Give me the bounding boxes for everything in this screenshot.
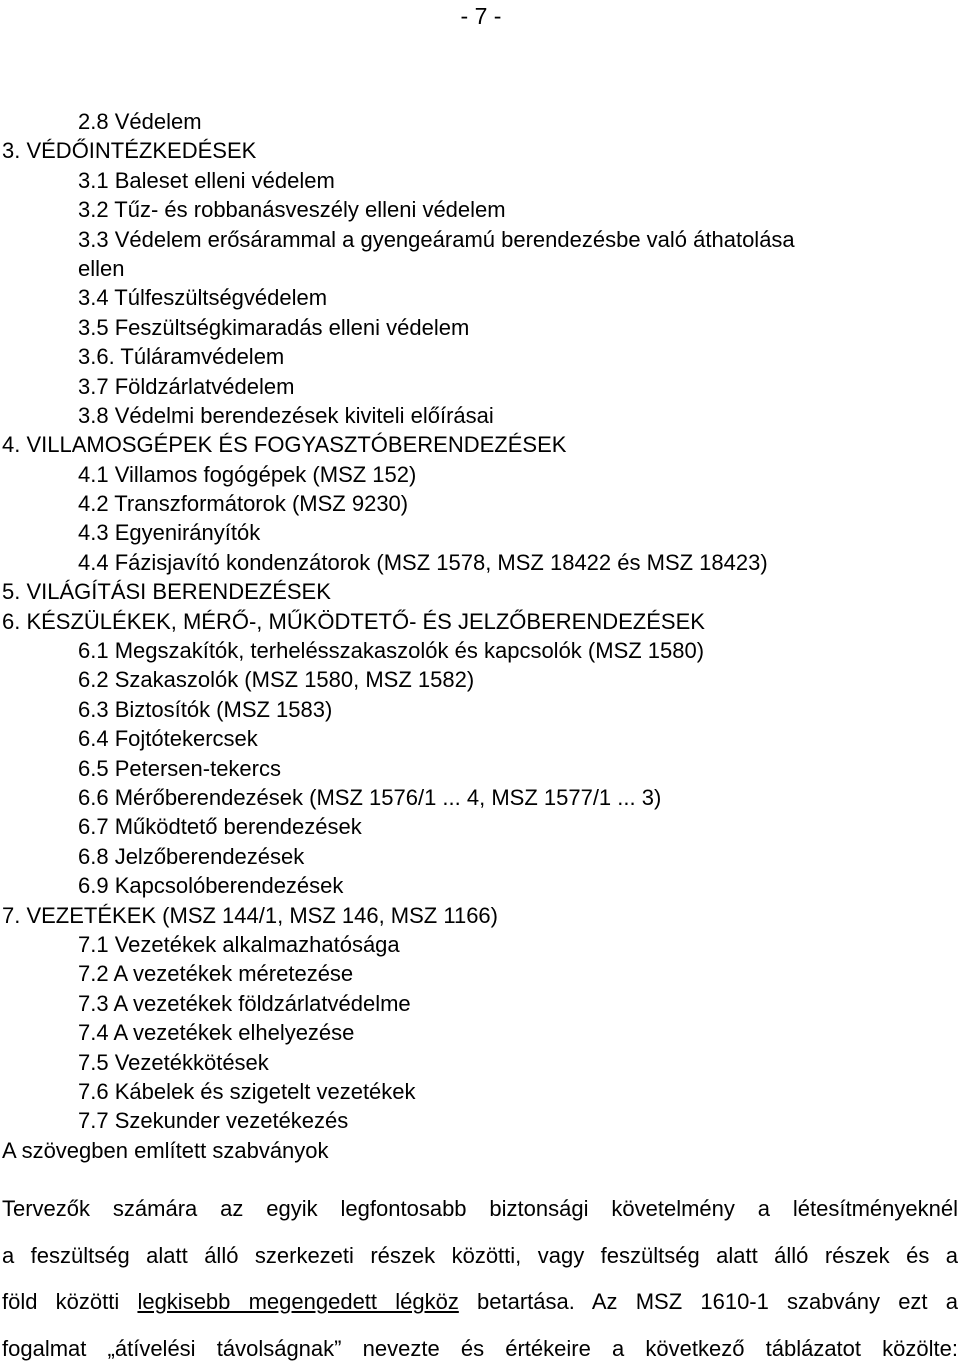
toc-subheading: 7.4 A vezetékek elhelyezése xyxy=(2,1018,952,1047)
toc-subheading: 6.9 Kapcsolóberendezések xyxy=(2,871,952,900)
toc-subheading: 3.7 Földzárlatvédelem xyxy=(2,372,952,401)
toc-subheading: 6.1 Megszakítók, terhelésszakaszolók és kapcsolók (MSZ 1580) xyxy=(2,636,952,665)
toc-subheading: 3.1 Baleset elleni védelem xyxy=(2,166,952,195)
body-paragraph xyxy=(2,1186,958,1372)
toc-heading: A szövegben említett szabványok xyxy=(2,1136,952,1165)
paragraph-line-3-end: betartása. Az MSZ 1610-1 szabvány ezt a xyxy=(459,1289,958,1314)
toc-subheading: 3.2 Tűz- és robbanásveszély elleni védelem xyxy=(2,195,952,224)
toc-subheading: 7.1 Vezetékek alkalmazhatósága xyxy=(2,930,952,959)
toc-subheading: 7.5 Vezetékkötések xyxy=(2,1048,952,1077)
toc-subheading: 6.6 Mérőberendezések (MSZ 1576/1 ... 4, MSZ 1577/1 ... 3) xyxy=(2,783,952,812)
toc-subheading: 3.4 Túlfeszültségvédelem xyxy=(2,283,952,312)
table-of-contents xyxy=(2,107,952,1165)
underlined-term: legkisebb megengedett légköz xyxy=(137,1289,458,1314)
paragraph-line-1: Tervezők számára az egyik legfontosabb biztonsági követelmény a létesítményeknél xyxy=(2,1186,958,1233)
toc-subheading: 6.7 Működtető berendezések xyxy=(2,812,952,841)
toc-subheading: 6.5 Petersen-tekercs xyxy=(2,754,952,783)
toc-subheading: 3.3 Védelem erősárammal a gyengeáramú berendezésbe való áthatolása xyxy=(2,225,952,254)
paragraph-line-2: a feszültség alatt álló szerkezeti részek közötti, vagy feszültség alatt álló részek és a xyxy=(2,1233,958,1280)
toc-subheading: 3.5 Feszültségkimaradás elleni védelem xyxy=(2,313,952,342)
toc-subheading: 4.2 Transzformátorok (MSZ 9230) xyxy=(2,489,952,518)
toc-subheading: 4.4 Fázisjavító kondenzátorok (MSZ 1578, MSZ 18422 és MSZ 18423) xyxy=(2,548,952,577)
toc-heading: 7. VEZETÉKEK (MSZ 144/1, MSZ 146, MSZ 1166) xyxy=(2,901,952,930)
toc-heading: 3. VÉDŐINTÉZKEDÉSEK xyxy=(2,136,952,165)
paragraph-line-3-start: föld közötti xyxy=(2,1289,137,1314)
toc-subheading: 7.7 Szekunder vezetékezés xyxy=(2,1106,952,1135)
paragraph-line-4: fogalmat „átívelési távolságnak” nevezte és értékeire a következő táblázatot közölte: xyxy=(2,1326,958,1372)
paragraph-line-3 xyxy=(2,1279,958,1326)
toc-heading: 6. KÉSZÜLÉKEK, MÉRŐ-, MŰKÖDTETŐ- ÉS JELZŐBERENDEZÉSEK xyxy=(2,607,952,636)
toc-subheading: 6.4 Fojtótekercsek xyxy=(2,724,952,753)
toc-subheading: 4.1 Villamos fogógépek (MSZ 152) xyxy=(2,460,952,489)
toc-subheading: 6.8 Jelzőberendezések xyxy=(2,842,952,871)
toc-subheading: 7.6 Kábelek és szigetelt vezetékek xyxy=(2,1077,952,1106)
toc-heading: 4. VILLAMOSGÉPEK ÉS FOGYASZTÓBERENDEZÉSEK xyxy=(2,430,952,459)
toc-subheading: 6.2 Szakaszolók (MSZ 1580, MSZ 1582) xyxy=(2,665,952,694)
toc-subheading: 3.8 Védelmi berendezések kiviteli előírásai xyxy=(2,401,952,430)
page-number: - 7 - xyxy=(0,2,960,30)
toc-heading: 5. VILÁGÍTÁSI BERENDEZÉSEK xyxy=(2,577,952,606)
toc-subheading: 7.2 A vezetékek méretezése xyxy=(2,959,952,988)
toc-subheading: 4.3 Egyenirányítók xyxy=(2,518,952,547)
toc-subheading: ellen xyxy=(2,254,952,283)
toc-subheading: 2.8 Védelem xyxy=(2,107,952,136)
toc-subheading: 6.3 Biztosítók (MSZ 1583) xyxy=(2,695,952,724)
toc-subheading: 3.6. Túláramvédelem xyxy=(2,342,952,371)
toc-subheading: 7.3 A vezetékek földzárlatvédelme xyxy=(2,989,952,1018)
